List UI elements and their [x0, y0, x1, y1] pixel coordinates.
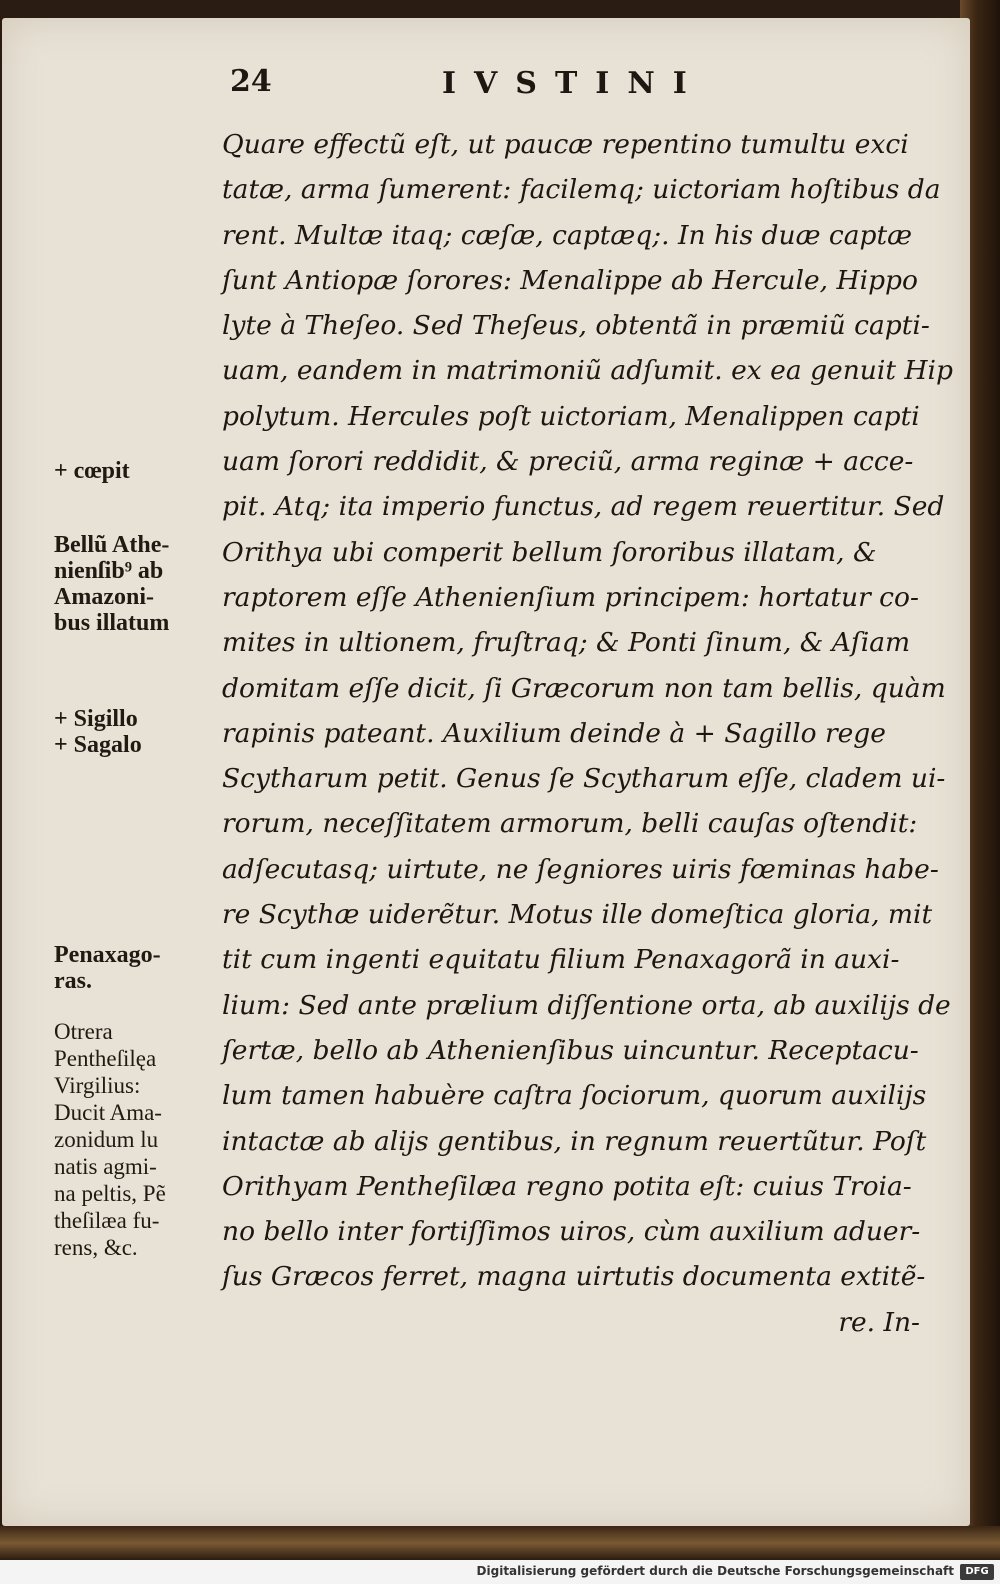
- margin-note-line: + Sigillo: [54, 706, 138, 732]
- margin-note-line: rens, &c.: [54, 1235, 138, 1260]
- text-line: polytum. Hercules poſt uictoriam, Menalippen capti: [222, 400, 920, 432]
- book-edge-bottom: [0, 1526, 1000, 1560]
- dfg-logo: DFG: [960, 1564, 994, 1580]
- page-number: 24: [230, 64, 272, 99]
- text-line: Orithyam Pentheſilæa regno potita eſt: cuius Troia-: [222, 1170, 912, 1202]
- text-line: rent. Multæ itaq; cæſæ, captæq;. In his duæ captæ: [222, 219, 913, 251]
- text-line: ſus Græcos ferret, magna uirtutis documenta extitẽ-: [222, 1261, 926, 1293]
- margin-note-line: Bellũ Athe-: [54, 532, 170, 558]
- text-line: uam, eandem in matrimoniũ adſumit. ex ea genuit Hip: [222, 355, 953, 387]
- margin-note-coepit: [54, 458, 214, 484]
- text-line: Scytharum petit. Genus ſe Scytharum eſſe, cladem ui-: [222, 763, 946, 795]
- funding-credit: Digitalisierung gefördert durch die Deutsche Forschungsgemeinschaft: [476, 1564, 954, 1578]
- margin-note-line: natis agmi-: [54, 1154, 157, 1179]
- margin-note-line: Otrera: [54, 1019, 113, 1044]
- margin-note-line: + Sagalo: [54, 732, 142, 758]
- text-line: mites in ultionem, fruſtraq; & Ponti ſinum, & Aſiam: [222, 627, 911, 659]
- margin-note-bellum: [54, 532, 214, 636]
- margin-note-sigillo: [54, 706, 214, 758]
- text-line: Quare effectũ eſt, ut paucæ repentino tumultu exci: [222, 129, 909, 160]
- margin-note-line: nienſib⁹ ab: [54, 558, 164, 584]
- body-text: [222, 122, 953, 1345]
- text-line: uam ſorori reddidit, & preciũ, arma reginæ + acce-: [222, 446, 914, 478]
- text-line: rapinis pateant. Auxilium deinde à + Sagillo rege: [222, 717, 886, 749]
- margin-note-line: Virgilius:: [54, 1073, 141, 1098]
- margin-note-line: theſilæa fu-: [54, 1208, 160, 1233]
- margin-note-penaxagoras: [54, 942, 214, 994]
- text-line: domitam eſſe dicit, ſi Græcorum non tam bellis, quàm: [222, 672, 946, 704]
- text-line: ſunt Antiopæ ſorores: Menalippe ab Hercule, Hippo: [222, 264, 918, 296]
- margin-note-line: + cœpit: [54, 458, 130, 484]
- margin-note-line: Amazoni-: [54, 584, 154, 610]
- catchword: re. In-: [838, 1306, 920, 1338]
- running-title: IVSTINI: [442, 66, 705, 101]
- margin-note-line: Penaxago-: [54, 942, 161, 968]
- text-line: lium: Sed ante prælium diſſentione orta, ab auxilijs de: [222, 989, 951, 1021]
- text-line: pit. Atq; ita imperio functus, ad regem reuertitur. Sed: [222, 491, 945, 523]
- text-line: ſertæ, bello ab Athenienſibus uincuntur. Receptacu-: [222, 1034, 919, 1066]
- margin-note-line: ras.: [54, 968, 92, 994]
- text-line: adſecutasq; uirtute, ne ſegniores uiris fœminas habe-: [222, 853, 939, 885]
- margin-note-line: zonidum lu: [54, 1127, 159, 1152]
- text-line: no bello inter fortiſſimos uiros, cùm auxilium aduer-: [222, 1216, 921, 1248]
- text-line: lum tamen habuère caſtra ſociorum, quorum auxilijs: [222, 1080, 927, 1112]
- text-line: re Scythæ uiderẽtur. Motus ille domeſtica gloria, mit: [222, 899, 933, 931]
- margin-note-line: Ducit Ama-: [54, 1100, 162, 1125]
- book-page: [2, 18, 970, 1526]
- text-line: intactæ ab alijs gentibus, in regnum reuertũtur. Poſt: [222, 1125, 927, 1157]
- text-line: tit cum ingenti equitatu filium Penaxagorã in auxi-: [222, 944, 900, 976]
- footer-bar: [0, 1560, 1000, 1584]
- text-line: tatæ, arma ſumerent: facilemq; uictoriam hoſtibus da: [222, 174, 941, 206]
- text-line: Orithya ubi comperit bellum ſororibus illatam, &: [222, 536, 877, 568]
- text-line: lyte à Theſeo. Sed Theſeus, obtentã in præmiũ capti-: [222, 310, 930, 342]
- text-line: rorum, neceſſitatem armorum, belli cauſas oſtendit:: [222, 808, 918, 840]
- margin-note-line: bus illatum: [54, 610, 170, 636]
- text-line: raptorem eſſe Athenienſium principem: hortatur co-: [222, 581, 919, 613]
- margin-note-line: Pentheſilęa: [54, 1046, 157, 1071]
- margin-note-otrera: [54, 1018, 214, 1261]
- running-head: [2, 64, 970, 104]
- margin-note-line: na peltis, Pẽ: [54, 1181, 166, 1206]
